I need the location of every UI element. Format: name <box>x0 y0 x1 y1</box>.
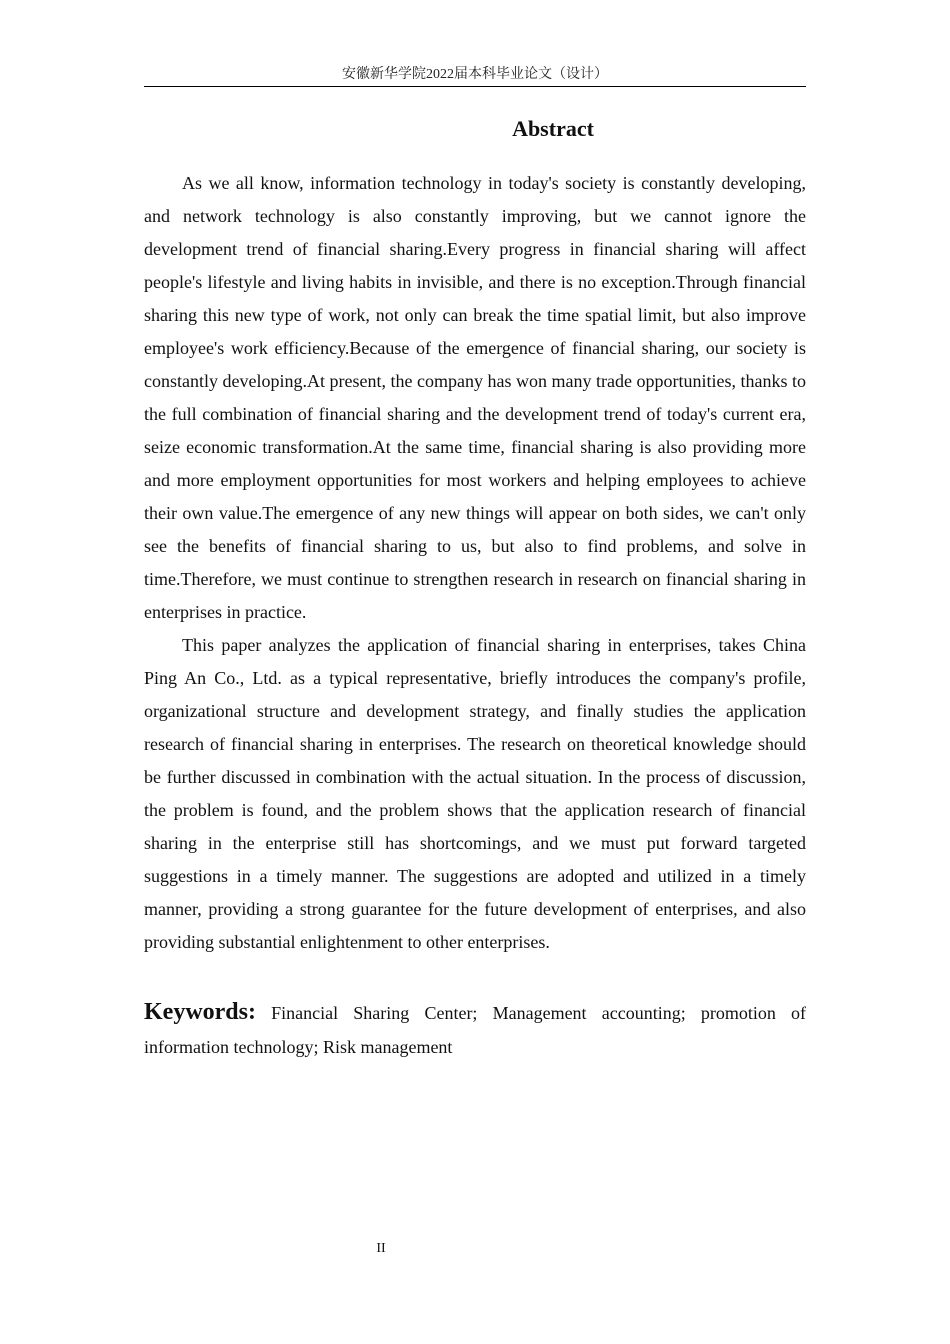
abstract-paragraph-1: As we all know, information technology in today's society is constantly developing, and network technology is also constantly improving, but we cannot ignore the development trend of financial sharing.Every progress in financial sharing will affect people's lifestyle and living habits in invisible, and there is no exception.Through financial sharing this new type of work, not only can break the time spatial limit, but also improve employee's work efficiency.Because of the emergence of financial sharing, our society is constantly developing.At present, the company has won many trade opportunities, thanks to the full combination of financial sharing and the development trend of today's current era, seize economic transformation.At the same time, financial sharing is also providing more and more employment opportunities for most workers and helping employees to achieve their own value.The emergence of any new things will appear on both sides, we can't only see the benefits of financial sharing to us, but also to find problems, and solve in time.Therefore, we must continue to strengthen research in research on financial sharing in enterprises in practice. <box>144 173 806 622</box>
abstract-title: Abstract <box>512 116 594 141</box>
page-number: II <box>376 1241 386 1256</box>
keywords-label: Keywords: <box>144 999 256 1025</box>
keywords-list: Financial Sharing Center; Management accounting; promotion of information technology; Risk management <box>144 1003 807 1057</box>
abstract-paragraph-2: This paper analyzes the application of financial sharing in enterprises, takes China Ping An Co., Ltd. as a typical representative, briefly introduces the company's profile, organizational structure and development strategy, and finally studies the application research of financial sharing in enterprises. The research on theoretical knowledge should be further discussed in combination with the actual situation. In the process of discussion, the problem is found, and the problem shows that the application research of financial sharing in the enterprise still has shortcomings, and we must put forward targeted suggestions in a timely manner. The suggestions are adopted and utilized in a timely manner, providing a strong guarantee for the future development of enterprises, and also providing substantial enlightenment to other enterprises. <box>144 635 806 952</box>
header-divider <box>144 86 806 87</box>
abstract-body <box>144 167 806 959</box>
keywords-section <box>144 995 806 1064</box>
running-header: 安徽新华学院2022届本科毕业论文（设计） <box>342 67 608 82</box>
